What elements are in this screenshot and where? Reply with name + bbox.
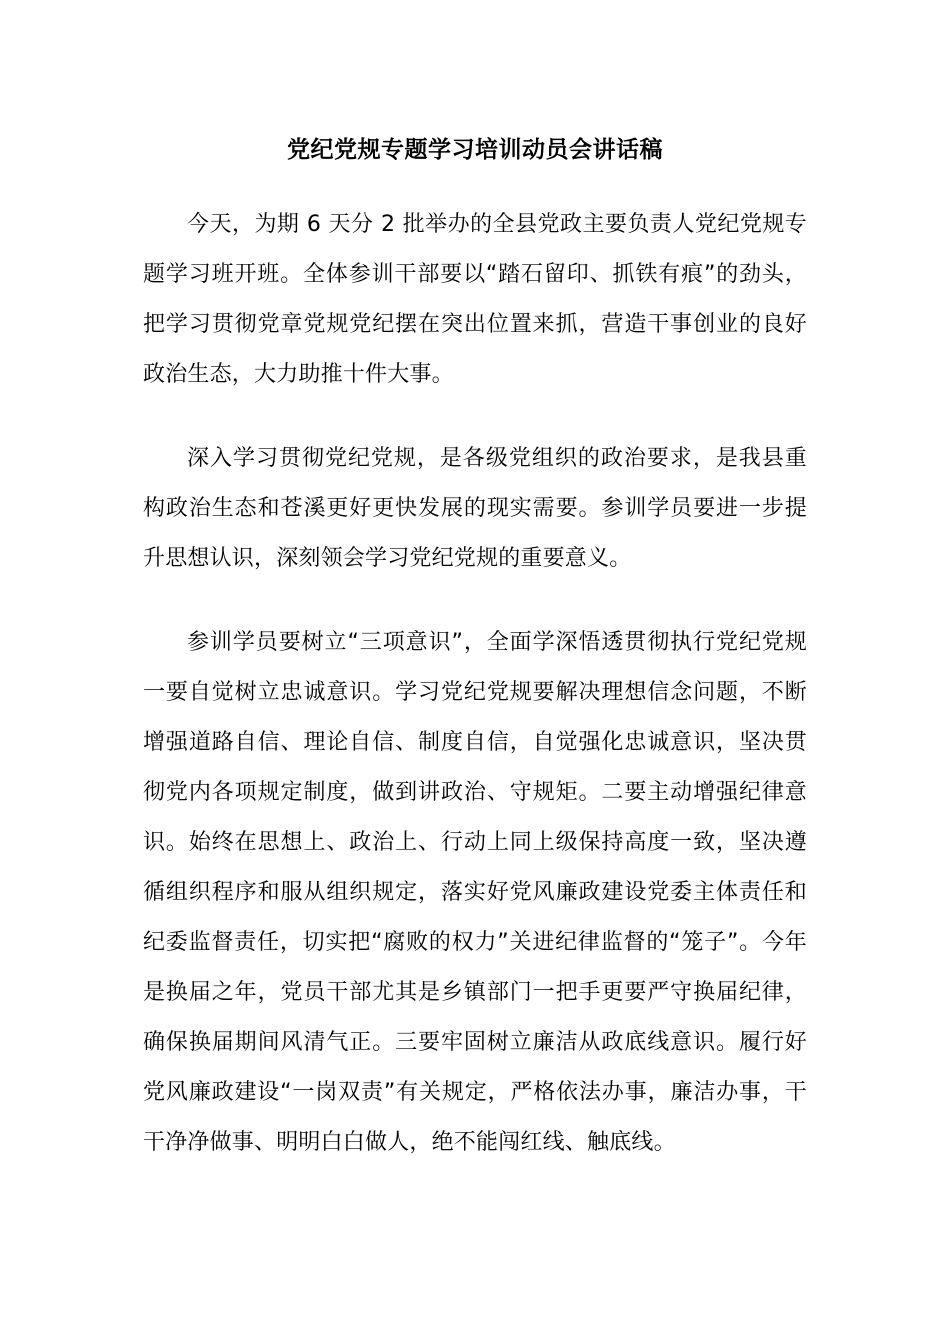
document-body — [143, 200, 807, 1202]
paragraph-1: 今天，为期 6 天分 2 批举办的全县党政主要负责人党纪党规专题学习班开班。全体参训干部要以“踏石留印、抓铁有痕”的劲头，把学习贯彻党章党规党纪摆在突出位置来抓，营造干事创业的良好政治生态，大力助推十件大事。 — [143, 212, 807, 387]
paragraph-2: 深入学习贯彻党纪党规，是各级党组织的政治要求，是我县重构政治生态和苍溪更好更快发展的现实需要。参训学员要进一步提升思想认识，深刻领会学习党纪党规的重要意义。 — [143, 446, 807, 571]
document-title: 党纪党规专题学习培训动员会讲话稿 — [287, 137, 663, 163]
paragraph-3: 参训学员要树立“三项意识”，全面学深悟透贯彻执行党纪党规一要自觉树立忠诚意识。学习党纪党规要解决理想信念问题，不断增强道路自信、理论自信、制度自信，自觉强化忠诚意识，坚决贯彻党内各项规定制度，做到讲政治、守规矩。二要主动增强纪律意识。始终在思想上、政治上、行动上同上级保持高度一致，坚决遵循组织程序和服从组织规定，落实好党风廉政建设党委主体责任和纪委监督责任，切实把“腐败的权力”关进纪律监督的“笼子”。今年是换届之年，党员干部尤其是乡镇部门一把手更要严守换届纪律，确保换届期间风清气正。三要牢固树立廉洁从政底线意识。履行好党风廉政建设“一岗双责”有关规定，严格依法办事，廉洁办事，干干净净做事、明明白白做人，绝不能闯红线、触底线。 — [143, 630, 807, 1155]
